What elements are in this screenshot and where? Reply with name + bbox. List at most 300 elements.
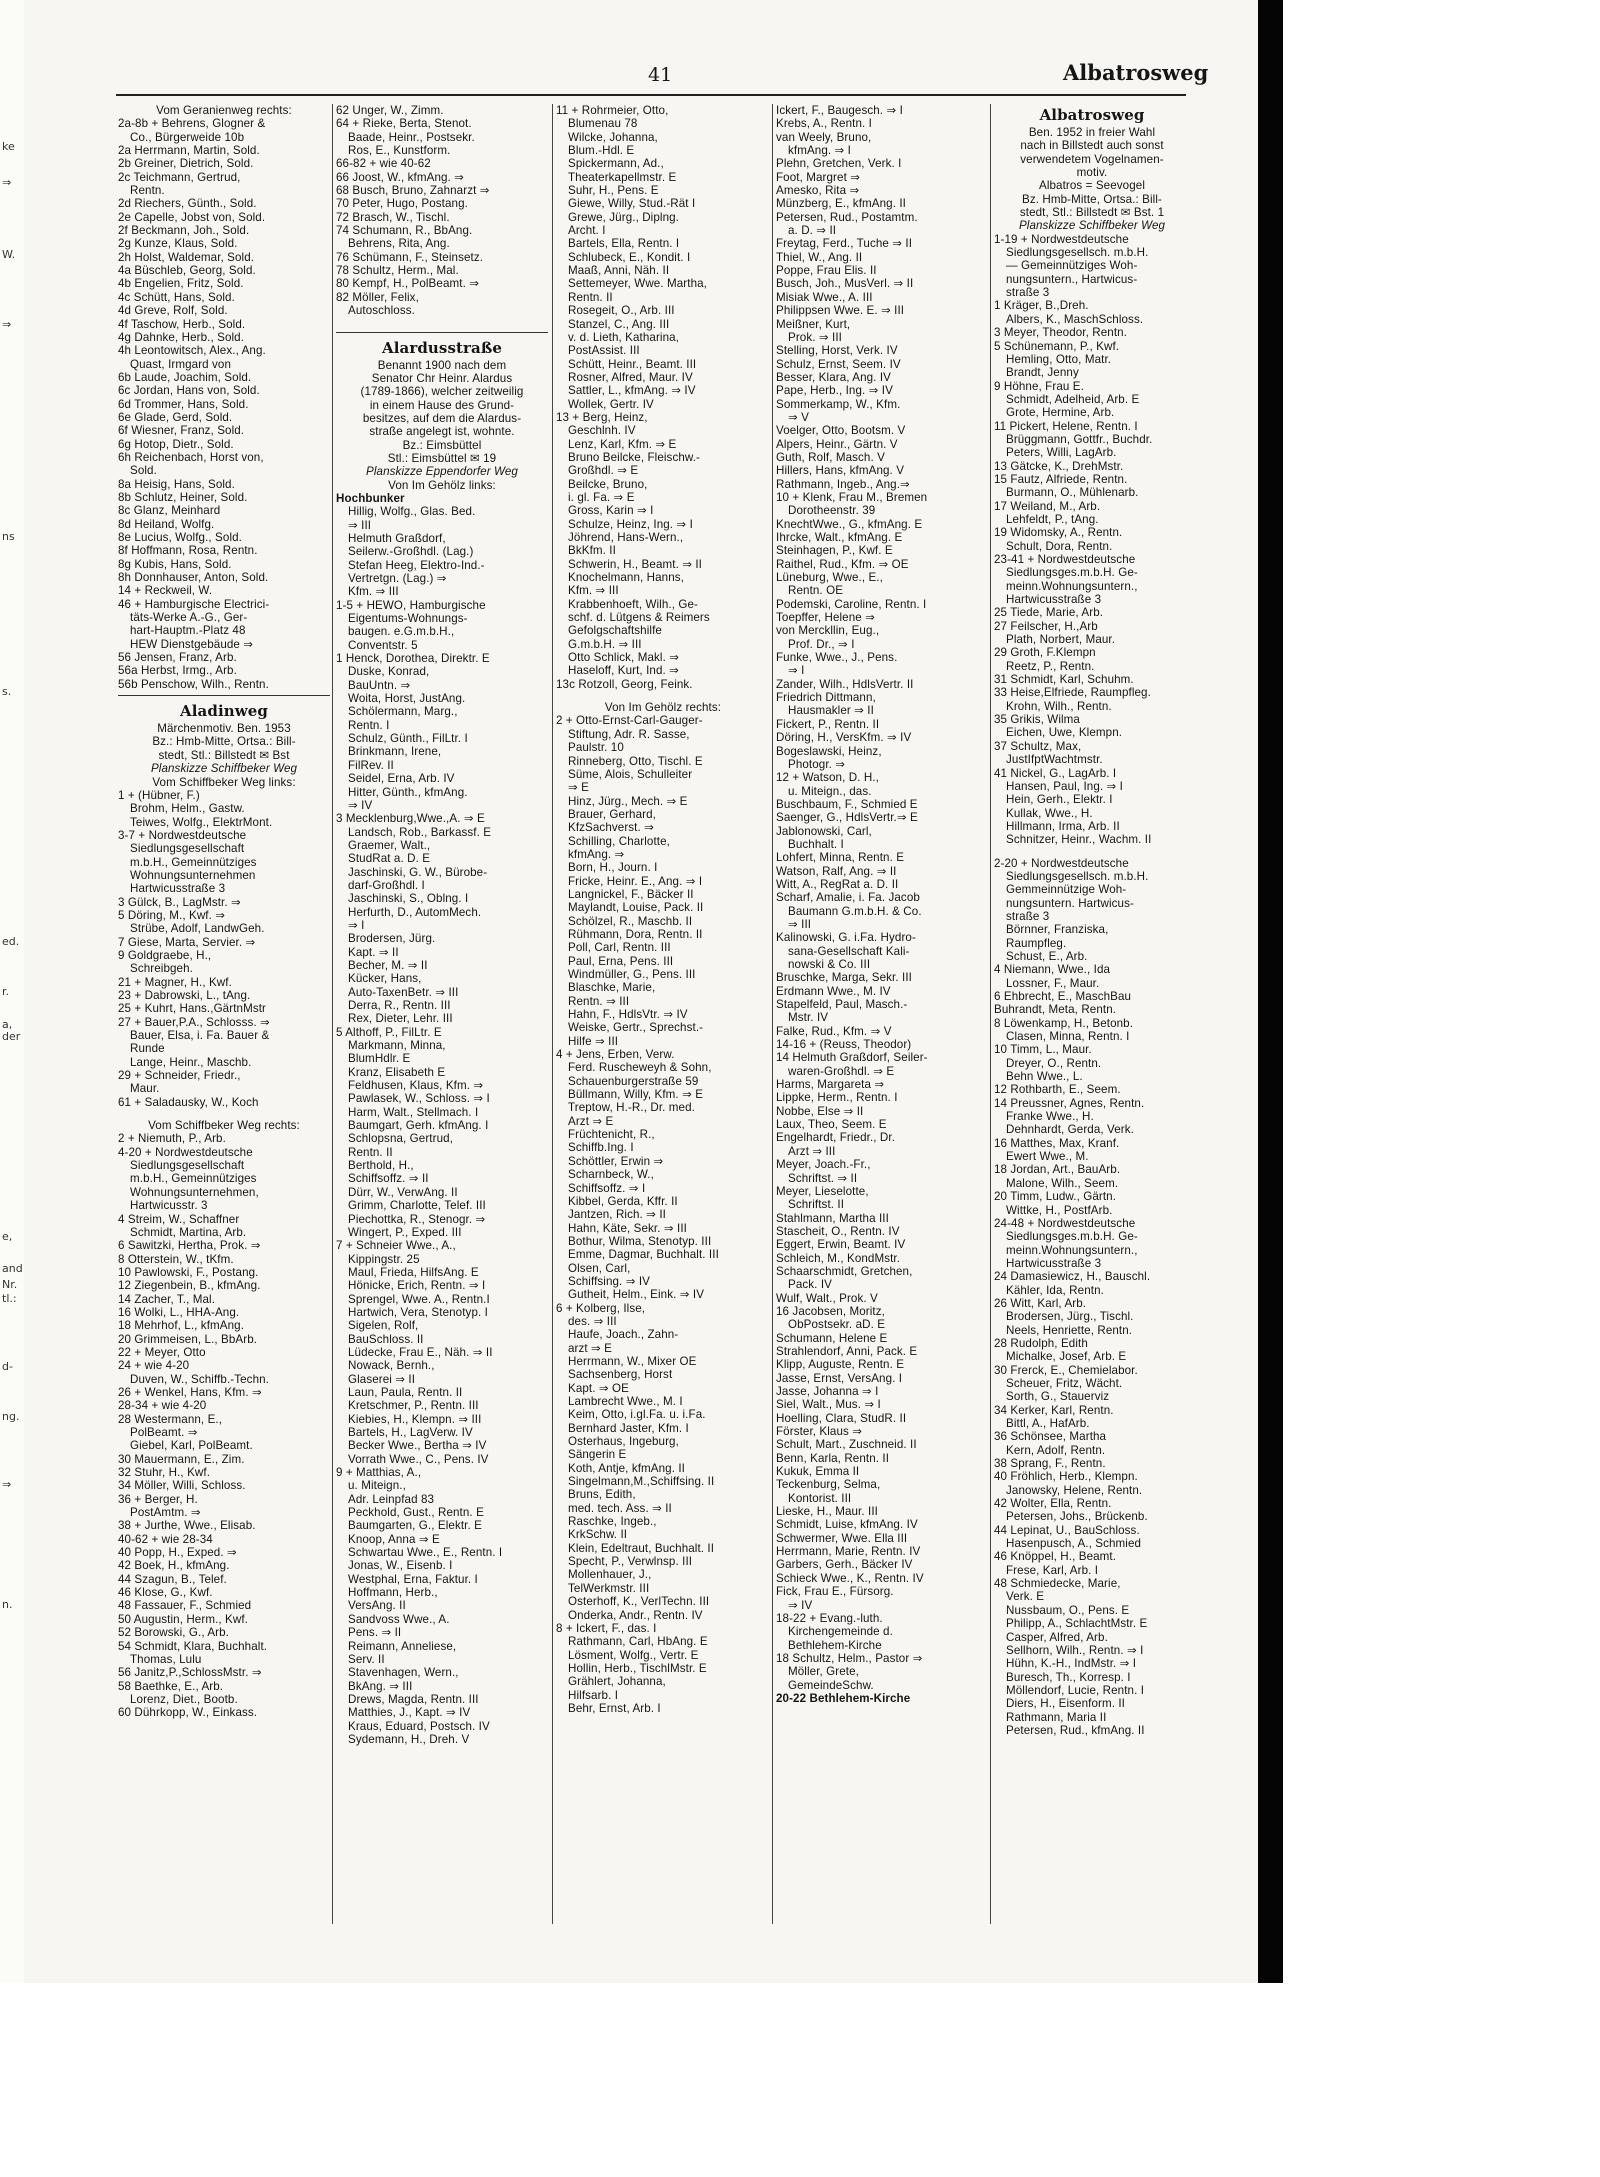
directory-entry: Beilcke, Bruno,: [568, 477, 648, 491]
directory-entry: Schiffb.Ing. I: [568, 1141, 634, 1155]
directory-entry: Kibbel, Gerda, Kffr. II: [568, 1194, 678, 1208]
directory-entry: Planskizze Schiffbeker Weg: [1018, 219, 1166, 233]
directory-entry: Gemmeinnützige Woh-: [1006, 883, 1127, 897]
directory-entry: Buschbaum, F., Schmied E: [776, 797, 918, 811]
directory-entry: Grewe, Jürg., Diplng.: [568, 210, 679, 224]
directory-entry: Falke, Rud., Kfm. ⇒ V: [776, 1024, 892, 1038]
directory-entry: BkKfm. II: [568, 544, 616, 558]
directory-entry: 3 Meyer, Theodor, Rentn.: [994, 326, 1128, 340]
margin-fragment: ⇒: [2, 176, 12, 189]
directory-entry: Knochelmann, Hanns,: [568, 571, 684, 585]
directory-entry: 52 Borowski, G., Arb.: [118, 1626, 229, 1640]
directory-entry: Jonas, W., Eisenb. I: [348, 1559, 453, 1573]
directory-entry: Fickert, P., Rentn. II: [776, 717, 880, 731]
directory-entry: Lehfeldt, P., tAng.: [1006, 512, 1099, 526]
directory-entry: Wulf, Walt., Prok. V: [776, 1291, 878, 1305]
directory-entry: Stavenhagen, Wern.,: [348, 1666, 459, 1680]
directory-entry: 2-20 + Nordwestdeutsche: [994, 856, 1129, 870]
directory-entry: 46 Knöppel, H., Beamt.: [994, 1550, 1117, 1564]
directory-entry: 24-48 + Nordwestdeutsche: [994, 1216, 1136, 1230]
directory-entry: Bz.: Eimsbüttel: [402, 438, 482, 452]
directory-entry: 4b Engelien, Fritz, Sold.: [118, 277, 244, 291]
directory-entry: Besser, Klara, Ang. IV: [776, 370, 891, 384]
directory-entry: Matthies, J., Kapt. ⇒ IV: [348, 1706, 471, 1720]
directory-entry: 54 Schmidt, Klara, Buchhalt.: [118, 1639, 268, 1653]
directory-entry: Plehn, Gretchen, Verk. I: [776, 157, 902, 171]
directory-entry: 2h Holst, Waldemar, Sold.: [118, 250, 255, 264]
directory-entry: 40-62 + wie 28-34: [118, 1532, 213, 1546]
directory-entry: Busch, Joh., MusVerl. ⇒ II: [776, 277, 914, 291]
directory-entry: 2b Greiner, Dietrich, Sold.: [118, 157, 254, 171]
directory-entry: 18 Mehrhof, L., kfmAng.: [118, 1319, 245, 1333]
directory-entry: Stahlmann, Martha III: [776, 1211, 889, 1225]
directory-entry: 33 Heise,Elfriede, Raumpfleg.: [994, 686, 1151, 700]
directory-entry: 6h Reichenbach, Horst von,: [118, 450, 264, 464]
directory-entry: Blaschke, Marie,: [568, 981, 656, 995]
directory-entry: Osterhaus, Ingeburg,: [568, 1435, 679, 1449]
directory-entry: Glaserei ⇒ II: [348, 1372, 416, 1386]
directory-entry: i. gl. Fa. ⇒ E: [568, 490, 635, 504]
directory-entry: ⇒ E: [568, 781, 589, 795]
directory-entry: Raumpfleg.: [1006, 936, 1067, 950]
directory-entry: 31 Schmidt, Karl, Schuhm.: [994, 673, 1134, 687]
directory-entry: 20 Timm, Ludw., Gärtn.: [994, 1190, 1117, 1204]
directory-entry: Blumenau 78: [568, 117, 638, 131]
directory-entry: 16 Jacobsen, Moritz,: [776, 1304, 885, 1318]
directory-entry: Casper, Alfred, Arb.: [1006, 1630, 1108, 1644]
directory-entry: Schwerin, H., Beamt. ⇒ II: [568, 557, 702, 571]
street-heading: Alardusstraße: [336, 332, 548, 359]
directory-entry: Jasse, Johanna ⇒ I: [776, 1385, 879, 1398]
directory-entry: Baade, Heinr., Postsekr.: [348, 130, 475, 144]
directory-entry: Fick, Frau E., Fürsorg.: [776, 1585, 894, 1599]
directory-entry: Teiwes, Wolfg., ElektrMont.: [130, 815, 273, 829]
directory-entry: Schult, Dora, Rentn.: [1006, 539, 1113, 553]
directory-entry: Knoop, Anna ⇒ E: [348, 1532, 440, 1546]
directory-entry: Petersen, Rud., Postamtm.: [776, 210, 918, 224]
directory-entry: Herfurth, D., AutomMech.: [348, 905, 482, 919]
directory-entry: Frese, Karl, Arb. I: [1006, 1563, 1099, 1577]
directory-entry: 14 Preussner, Agnes, Rentn.: [994, 1096, 1145, 1110]
directory-entry: Brodersen, Jürg., Tischl.: [1006, 1310, 1134, 1324]
directory-entry: Süme, Alois, Schulleiter: [568, 767, 693, 781]
directory-entry: StudRat a. D. E: [348, 852, 431, 866]
directory-entry: Strahlendorf, Anni, Pack. E: [776, 1344, 918, 1358]
street-heading: Aladinweg: [118, 695, 330, 722]
directory-entry: Rentn.: [130, 184, 165, 198]
directory-entry: Hansen, Paul, Ing. ⇒ I: [1006, 779, 1123, 793]
directory-entry: 1 + (Hübner, F.): [118, 788, 200, 802]
directory-entry: Voelger, Otto, Bootsm. V: [776, 424, 906, 438]
directory-entry: Schiffsoffz. ⇒ I: [568, 1181, 646, 1195]
directory-entry: Wollek, Gertr. IV: [568, 397, 654, 411]
directory-entry: täts-Werke A.-G., Ger-: [130, 611, 248, 625]
directory-entry: Hahn, Käte, Sekr. ⇒ III: [568, 1221, 687, 1235]
directory-entry: Schmidt, Adelheid, Arb. E: [1006, 392, 1140, 406]
directory-entry: Schleich, M., KondMstr.: [776, 1251, 901, 1265]
directory-entry: 27 + Bauer,P.A., Schlosss. ⇒: [118, 1015, 270, 1029]
directory-entry: 21 + Magner, H., Kwf.: [118, 975, 232, 989]
directory-entry: 37 Schultz, Max,: [994, 739, 1082, 753]
directory-entry: Albatros = Seevogel: [1039, 179, 1145, 193]
directory-entry: Vertretgn. (Lag.) ⇒: [348, 572, 447, 585]
margin-fragment: Nr.: [2, 1278, 18, 1291]
directory-entry: 13c Rotzoll, Georg, Feink.: [556, 677, 693, 691]
directory-entry: Jaschinski, S., Oblng. I: [348, 892, 469, 906]
directory-entry: Kranz, Elisabeth E: [348, 1065, 446, 1079]
directory-entry: Bartels, H., LagVerw. IV: [348, 1426, 473, 1439]
directory-entry: 8 + Ickert, F., das. I: [556, 1621, 657, 1635]
directory-entry: 48 Fassauer, F., Schmied: [118, 1599, 252, 1613]
directory-entry: Hühn, K.-H., IndMstr. ⇒ I: [1006, 1657, 1137, 1671]
directory-entry: Schlopsna, Gertrud,: [348, 1132, 454, 1146]
directory-entry: Lorenz, Diet., Bootb.: [130, 1692, 238, 1706]
directory-entry: Lüdecke, Frau E., Näh. ⇒ II: [348, 1345, 493, 1359]
directory-entry: VersAng. II: [348, 1599, 406, 1613]
directory-entry: Saenger, G., HdlsVertr.⇒ E: [776, 811, 918, 825]
directory-entry: Spickermann, Ad.,: [568, 157, 664, 171]
directory-entry: Schreibgeh.: [130, 962, 193, 976]
column-divider: [990, 104, 991, 1924]
directory-entry: Planskizze Schiffbeker Weg: [150, 762, 298, 776]
directory-entry: Giewe, Willy, Stud.-Rät I: [568, 197, 696, 211]
directory-entry: 46 Klose, G., Kwf.: [118, 1586, 213, 1600]
directory-entry: 1-19 + Nordwestdeutsche: [994, 232, 1129, 246]
directory-entry: 12 Rothbarth, E., Seem.: [994, 1083, 1121, 1097]
directory-entry: Lippke, Herm., Rentn. I: [776, 1091, 898, 1105]
directory-entry: Funke, Wwe., J., Pens.: [776, 651, 898, 665]
directory-entry: 4g Dahnke, Herb., Sold.: [118, 330, 245, 344]
directory-entry: Co., Bürgerweide 10b: [130, 130, 245, 144]
page-number: 41: [648, 64, 673, 86]
directory-entry: Toepffer, Helene ⇒: [776, 611, 875, 625]
directory-entry: Gefolgschaftshilfe: [568, 624, 662, 638]
directory-entry: 9 + Matthias, A.,: [336, 1466, 422, 1480]
directory-entry: 29 + Schneider, Friedr.,: [118, 1069, 241, 1083]
directory-entry: G.m.b.H. ⇒ III: [568, 637, 642, 651]
directory-entry: Witt, A., RegRat a. D. II: [776, 877, 899, 891]
directory-entry: Helmuth Graßdorf,: [348, 531, 446, 545]
directory-entry: Pape, Herb., Ing. ⇒ IV: [776, 384, 893, 398]
directory-entry: Bz.: Hmb-Mitte, Ortsa.: Bill-: [152, 735, 296, 749]
spacer: [118, 1109, 330, 1119]
directory-entry: baugen. e.G.m.b.H.,: [348, 625, 455, 639]
directory-entry: Möllendorf, Lucie, Rentn. I: [1006, 1683, 1145, 1697]
directory-entry: Plath, Norbert, Maur.: [1006, 633, 1116, 647]
directory-entry: Arzt ⇒ E: [568, 1114, 614, 1128]
directory-entry: Von Im Gehölz links:: [388, 478, 496, 492]
directory-entry: 28 Rudolph, Edith: [994, 1336, 1088, 1350]
directory-entry: Brodersen, Jürg.: [348, 932, 436, 946]
directory-entry: 70 Peter, Hugo, Postang.: [336, 197, 468, 211]
directory-entry: Derra, R., Rentn. III: [348, 999, 451, 1012]
directory-entry: Harm, Walt., Stellmach. I: [348, 1105, 479, 1119]
directory-entry: m.b.H., Gemeinnütziges: [130, 1172, 257, 1186]
directory-entry: 9 Höhne, Frau E.: [994, 379, 1084, 393]
directory-entry: Sandvoss Wwe., A.: [348, 1612, 450, 1626]
directory-entry: Schiffsing. ⇒ IV: [568, 1274, 650, 1288]
directory-entry: 68 Busch, Bruno, Zahnarzt ⇒: [336, 184, 490, 198]
directory-entry: Pack. IV: [788, 1278, 832, 1292]
directory-entry: Brauer, Gerhard,: [568, 807, 656, 821]
directory-entry: 27 Feilscher, H.,Arb: [994, 619, 1098, 633]
directory-entry: 7 + Schneier Wwe., A.,: [336, 1239, 456, 1253]
directory-entry: Amesko, Rita ⇒: [776, 184, 860, 198]
directory-entry: ObPostsekr. aD. E: [788, 1318, 886, 1332]
column-5: [994, 104, 1190, 1737]
directory-entry: 6b Laude, Joachim, Sold.: [118, 370, 252, 384]
directory-entry: Scharnbeck, W.,: [568, 1168, 654, 1182]
directory-entry: meinn.Wohnungsuntern.,: [1006, 579, 1138, 593]
directory-entry: Wohnungsunternehmen,: [130, 1185, 259, 1199]
directory-entry: 80 Kempf, H., PolBeamt. ⇒: [336, 277, 480, 291]
directory-entry: Singelmann,M.,Schiffsing. II: [568, 1475, 715, 1489]
directory-entry: 32 Stuhr, H., Kwf.: [118, 1466, 211, 1480]
directory-entry: nungsuntern., Hartwicus-: [1006, 272, 1138, 286]
directory-entry: PolBeamt. ⇒: [130, 1426, 198, 1439]
directory-entry: Kfm. ⇒ III: [568, 584, 619, 598]
directory-entry: 9 Goldgraebe, H.,: [118, 948, 212, 962]
directory-entry: 48 Schmiedecke, Marie,: [994, 1577, 1121, 1591]
directory-entry: Duven, W., Schiffb.-Techn.: [130, 1372, 269, 1386]
directory-entry: 2e Capelle, Jobst von, Sold.: [118, 210, 266, 224]
directory-entry: 29 Groth, F.Klempn: [994, 646, 1096, 660]
directory-entry: meinn.Wohnungsuntern.,: [1006, 1243, 1138, 1257]
directory-entry: Gross, Karin ⇒ I: [568, 504, 654, 518]
directory-entry: Raithel, Rud., Kfm. ⇒ OE: [776, 557, 909, 571]
directory-entry: Drews, Magda, Rentn. III: [348, 1692, 479, 1706]
directory-entry: Hillig, Wolfg., Glas. Bed.: [348, 505, 476, 519]
directory-entry: Reetz, P., Rentn.: [1006, 659, 1095, 673]
directory-entry: Treptow, H.-R., Dr. med.: [568, 1101, 695, 1115]
directory-entry: u. Miteign., das.: [788, 784, 872, 798]
directory-entry: darf-Großhdl. I: [348, 878, 425, 892]
directory-entry: Klein, Edeltraut, Buchhalt. II: [568, 1541, 715, 1555]
directory-entry: 2g Kunze, Klaus, Sold.: [118, 237, 238, 251]
directory-entry: stedt, Stl.: Billstedt ✉ Bst. 1: [1019, 206, 1165, 220]
directory-entry: Hein, Gerh., Elektr. I: [1006, 793, 1113, 807]
directory-entry: 5 Althoff, P., FilLtr. E: [336, 1025, 442, 1039]
directory-entry: Prof. Dr., ⇒ I: [788, 637, 855, 651]
directory-entry: 24 + wie 4-20: [118, 1359, 190, 1373]
directory-entry: ⇒ III: [348, 518, 372, 532]
directory-entry: des. ⇒ III: [568, 1314, 617, 1328]
directory-entry: 10 Pawlowski, F., Postang.: [118, 1265, 259, 1279]
directory-entry: Dorotheenstr. 39: [788, 504, 876, 518]
directory-entry: Albers, K., MaschSchloss.: [1006, 312, 1144, 326]
directory-entry: Schriftst. II: [788, 1198, 845, 1212]
directory-entry: Siedlungsgesellsch. m.b.H.: [1006, 869, 1149, 883]
directory-entry: Schust, E., Arb.: [1006, 949, 1088, 963]
directory-entry: Grimm, Charlotte, Telef. III: [348, 1199, 486, 1213]
directory-entry: Ferd. Ruscheweyh & Sohn,: [568, 1061, 712, 1075]
directory-entry: 66-82 + wie 40-62: [336, 157, 431, 171]
directory-entry: PostAmtm. ⇒: [130, 1506, 201, 1520]
directory-entry: 10 Timm, L., Maur.: [994, 1043, 1092, 1057]
directory-entry: Brandt, Jenny: [1006, 366, 1079, 380]
directory-entry: Schnitzer, Heinr., Wachm. II: [1006, 833, 1152, 847]
column-1: [118, 104, 330, 1720]
column-4: [776, 104, 988, 1705]
directory-entry: Ros, E., Kunstform.: [348, 144, 451, 158]
directory-entry: 14-16 + (Reuss, Theodor): [776, 1038, 912, 1052]
directory-entry: 6e Glade, Gerd, Sold.: [118, 410, 233, 424]
margin-fragment: a,: [2, 1018, 13, 1031]
directory-entry: 8 Otterstein, W., tKfm.: [118, 1252, 234, 1266]
directory-entry: Sigelen, Rolf,: [348, 1319, 419, 1333]
directory-entry: 2a Herrmann, Martin, Sold.: [118, 144, 260, 158]
scan-border: [1258, 0, 1283, 1983]
directory-entry: Vom Schiffbeker Weg rechts:: [148, 1119, 300, 1133]
directory-entry: Buresch, Th., Korresp. I: [1006, 1670, 1131, 1684]
directory-entry: 5 Döring, M., Kwf. ⇒: [118, 908, 226, 922]
directory-entry: Büllmann, Willy, Kfm. ⇒ E: [568, 1088, 704, 1102]
directory-entry: Garbers, Gerh., Bäcker IV: [776, 1558, 913, 1572]
directory-entry: Nobbe, Else ⇒ II: [776, 1104, 864, 1118]
directory-entry: Stapelfeld, Paul, Masch.-: [776, 998, 908, 1012]
directory-entry: Conventstr. 5: [348, 638, 418, 652]
directory-entry: Eggert, Erwin, Beamt. IV: [776, 1238, 906, 1252]
directory-entry: schf. d. Lütgens & Reimers: [568, 611, 710, 625]
directory-entry: 26 + Wenkel, Hans, Kfm. ⇒: [118, 1385, 262, 1399]
header-rule: [116, 94, 1186, 96]
directory-entry: Rinneberg, Otto, Tischl. E: [568, 754, 703, 768]
directory-entry: Diers, H., Eisenform. II: [1006, 1697, 1126, 1711]
directory-entry: 8h Donnhauser, Anton, Sold.: [118, 571, 269, 585]
directory-entry: FilRev. II: [348, 758, 394, 772]
directory-entry: Langnickel, F., Bäcker II: [568, 887, 694, 901]
directory-entry: Archt. I: [568, 224, 606, 238]
directory-entry: Krebs, A., Rentn. I: [776, 117, 872, 131]
directory-entry: Geschlnh. IV: [568, 424, 636, 438]
directory-entry: Teckenburg, Selma,: [776, 1478, 881, 1492]
directory-entry: 23-41 + Nordwestdeutsche: [994, 553, 1136, 566]
directory-entry: 2c Teichmann, Gertrud,: [118, 170, 241, 184]
directory-entry: 19 Widomsky, A., Rentn.: [994, 526, 1123, 540]
directory-entry: Guth, Rolf, Masch. V: [776, 450, 885, 464]
directory-entry: Eichen, Uwe, Klempn.: [1006, 726, 1123, 740]
directory-entry: sana-Gesellschaft Kali-: [788, 944, 910, 958]
directory-entry: Krohn, Wilh., Rentn.: [1006, 699, 1112, 713]
directory-entry: Kalinowski, G. i.Fa. Hydro-: [776, 931, 916, 945]
directory-entry: Döring, H., VersKfm. ⇒ IV: [776, 731, 912, 745]
directory-entry: kfmAng. ⇒ I: [788, 144, 852, 158]
directory-entry: Runde: [130, 1042, 165, 1056]
directory-entry: 8c Glanz, Meinhard: [118, 504, 221, 518]
directory-entry: Kähler, Ida, Rentn.: [1006, 1283, 1104, 1297]
directory-entry: 23 + Dabrowski, L., tAng.: [118, 989, 251, 1002]
directory-entry: 22 + Meyer, Otto: [118, 1345, 206, 1359]
directory-entry: Rathmann, Maria II: [1006, 1710, 1107, 1724]
directory-entry: Schilling, Charlotte,: [568, 834, 670, 848]
directory-entry: Benannt 1900 nach dem: [377, 358, 507, 372]
directory-entry: Kippingstr. 25: [348, 1252, 420, 1266]
directory-entry: Schulz, Ernst, Seem. IV: [776, 357, 901, 371]
directory-entry: Hartwicusstraße 3: [130, 882, 226, 896]
directory-entry: Lange, Heinr., Maschb.: [130, 1055, 252, 1069]
directory-entry: Vom Schiffbeker Weg links:: [152, 775, 296, 789]
directory-entry: KnechtWwe., G., kfmAng. E: [776, 517, 923, 531]
directory-entry: Siedlungsgesellsch. m.b.H.: [1006, 246, 1149, 260]
directory-entry: von Merckllin, Eug.,: [776, 624, 880, 638]
directory-entry: 13 + Berg, Heinz,: [556, 410, 648, 424]
directory-entry: — Gemeinnütziges Woh-: [1006, 259, 1138, 273]
directory-entry: Schauenburgerstraße 59: [568, 1074, 699, 1088]
directory-entry: Scheuer, Fritz, Wächt.: [1006, 1376, 1123, 1390]
directory-entry: Baumgarten, G., Elektr. E: [348, 1519, 482, 1533]
directory-entry: 11 + Rohrmeier, Otto,: [556, 104, 669, 117]
directory-entry: Duske, Konrad,: [348, 665, 430, 679]
directory-entry: Peters, Willi, LagArb.: [1006, 446, 1117, 460]
directory-entry: Woita, Horst, JustAng.: [348, 692, 466, 706]
directory-entry: Siedlungsges.m.b.H. Ge-: [1006, 566, 1138, 580]
directory-entry: Weiske, Gertr., Sprechst.-: [568, 1021, 704, 1035]
directory-entry: Reimann, Anneliese,: [348, 1639, 457, 1653]
directory-entry: 16 Wolki, L., HHA-Ang.: [118, 1305, 240, 1319]
street-heading: Albatrosweg: [1039, 106, 1145, 124]
directory-entry: 40 Fröhlich, Herb., Klempn.: [994, 1470, 1138, 1484]
directory-entry: Kfm. ⇒ III: [348, 585, 399, 599]
directory-entry: Petersen, Johs., Brückenb.: [1006, 1510, 1148, 1524]
directory-entry: 1 Henck, Dorothea, Direktr. E: [336, 652, 490, 666]
directory-entry: Hillmann, Irma, Arb. II: [1006, 819, 1120, 833]
directory-entry: Baumann G.m.b.H. & Co.: [788, 904, 922, 918]
directory-entry: 2f Beckmann, Joh., Sold.: [118, 224, 250, 238]
directory-entry: 8a Heisig, Hans, Sold.: [118, 477, 235, 491]
directory-entry: Kern, Adolf, Rentn.: [1006, 1443, 1106, 1457]
directory-entry: Bernhard Jaster, Kfm. I: [568, 1421, 689, 1435]
directory-entry: 6f Wiesner, Franz, Sold.: [118, 424, 245, 438]
directory-entry: Graemer, Walt.,: [348, 838, 431, 852]
directory-entry: 60 Dührkopp, W., Einkass.: [118, 1706, 258, 1720]
directory-entry: 34 Möller, Willi, Schloss.: [118, 1479, 246, 1493]
directory-entry: Burmann, O., Mühlenarb.: [1006, 486, 1139, 500]
directory-entry: Münzberg, E., kfmAng. II: [776, 197, 906, 211]
directory-entry: Stascheit, O., Rentn. IV: [776, 1224, 900, 1238]
directory-entry: Paul, Erna, Pens. III: [568, 954, 674, 968]
directory-entry: 18 Schultz, Helm., Pastor ⇒: [776, 1651, 923, 1665]
directory-entry: 42 Boek, H., kfmAng.: [118, 1559, 230, 1573]
directory-entry: Jaschinski, G. W., Bürobe-: [348, 865, 488, 879]
directory-entry: Kukuk, Emma II: [776, 1465, 860, 1479]
margin-fragment: s.: [2, 685, 12, 698]
directory-entry: Settemeyer, Wwe. Martha,: [568, 277, 707, 291]
directory-entry: Lossner, F., Maur.: [1006, 976, 1100, 990]
directory-entry: Watson, Ralf, Ang. ⇒ II: [776, 864, 897, 878]
directory-entry: Sattler, L., kfmAng. ⇒ IV: [568, 384, 696, 398]
directory-entry: Nowack, Bernh.,: [348, 1359, 435, 1373]
directory-entry: straße 3: [1006, 909, 1050, 923]
directory-entry: Kullak, Wwe., H.: [1006, 806, 1093, 820]
directory-entry: Kretschmer, P., Rentn. III: [348, 1399, 479, 1413]
directory-entry: Dehnhardt, Gerda, Verk.: [1006, 1123, 1134, 1137]
directory-entry: Möller, Grete,: [788, 1665, 859, 1679]
directory-entry: 82 Möller, Felix,: [336, 290, 419, 304]
directory-entry: Ickert, F., Baugesch. ⇒ I: [776, 104, 903, 117]
column-divider: [332, 104, 333, 1924]
margin-fragment: ng.: [2, 1410, 20, 1423]
directory-entry: 41 Nickel, G., LagArb. I: [994, 766, 1117, 780]
directory-entry: 26 Witt, Karl, Arb.: [994, 1296, 1087, 1310]
directory-entry: Hahn, F., HdlsVtr. ⇒ IV: [568, 1008, 688, 1022]
directory-entry: Sängerin E: [568, 1448, 627, 1462]
directory-entry: Bruschke, Marga, Sekr. III: [776, 971, 912, 985]
margin-fragment: tl.:: [2, 1292, 17, 1305]
directory-entry: med. tech. Ass. ⇒ II: [568, 1501, 672, 1515]
directory-entry: Schölermann, Marg.,: [348, 705, 458, 719]
directory-entry: verwendetem Vogelnamen-: [1020, 152, 1164, 166]
directory-entry: 12 Ziegenbein, B., kfmAng.: [118, 1279, 261, 1293]
